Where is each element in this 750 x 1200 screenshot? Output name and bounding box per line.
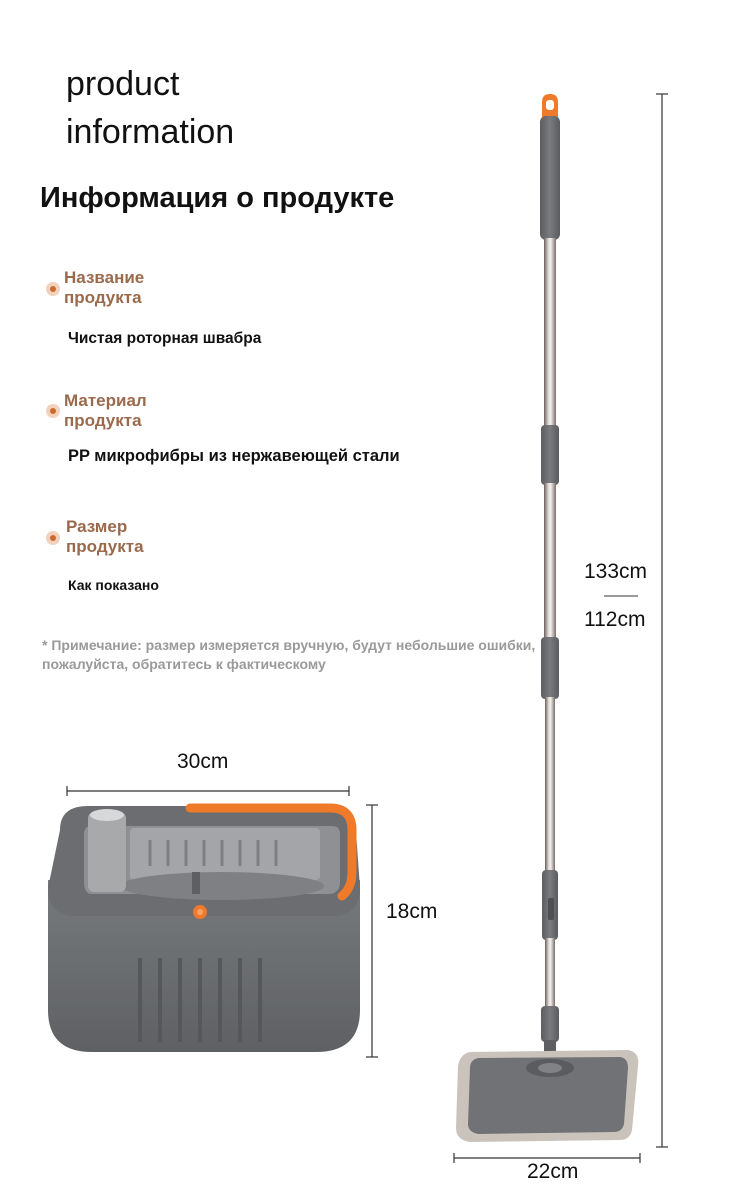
bucket-height-dimension [366,805,378,1057]
spec-value: Как показано [68,577,159,593]
english-title-line1: product [66,65,180,103]
spin-bucket [48,806,360,1052]
bucket-width-label: 30cm [177,750,229,773]
spec-label-line1: Размер [66,517,128,536]
bucket-width-dimension [67,786,349,796]
spec-label-line2: продукта [66,537,144,556]
mop-min-length-label: 112cm [584,608,646,631]
spec-label-line1: Название [64,268,145,287]
english-title-line2: information [66,113,235,151]
spec-label-line2: продукта [64,288,142,307]
russian-title: Информация о продукте [40,182,395,214]
measurement-note: * Примечание: размер измеряется вручную, будут небольшие ошибки, пожалуйста, обратитесь к фактическому [42,637,536,672]
spec-value: Чистая роторная швабра [68,330,262,347]
mop-head-width-label: 22cm [527,1160,579,1183]
spec-label-line2: продукта [64,411,142,430]
spec-label-line1: Материал [64,391,147,410]
mop-max-length-label: 133cm [584,560,648,583]
bucket-height-label: 18cm [386,900,438,923]
spec-value: PP микрофибры из нержавеющей стали [68,447,400,465]
